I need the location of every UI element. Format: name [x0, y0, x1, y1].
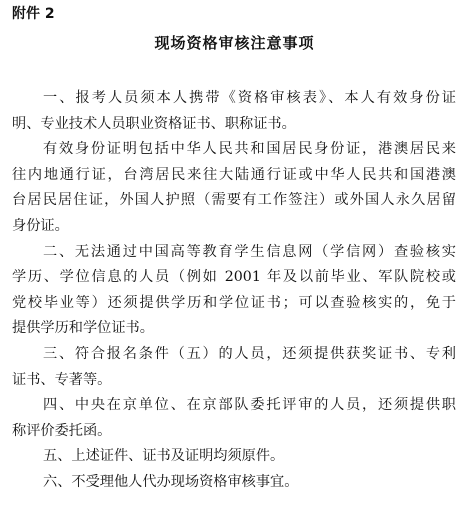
paragraph-line: 有效身份证明包括中华人民共和国居民身份证，港澳居民来: [43, 141, 456, 158]
paragraph-line: 六、不受理他人代办现场资格审核事宜。: [43, 473, 299, 490]
paragraph-line: 证书、专著等。: [12, 371, 112, 388]
paragraph-line: 三、符合报名条件（五）的人员，还须提供获奖证书、专利: [43, 345, 456, 362]
paragraph-6: [12, 444, 456, 470]
paragraph-2: [12, 137, 456, 239]
paragraph-line: 五、上述证件、证书及证明均须原件。: [43, 448, 285, 465]
document-title: 现场资格审核注意事项: [154, 34, 315, 52]
paragraph-3: [12, 240, 456, 342]
paragraph-7: [12, 470, 456, 496]
paragraph-line: 二、无法通过中国高等教育学生信息网（学信网）查验核实: [43, 243, 456, 260]
paragraph-line: 学历、学位信息的人员（例如 2001 年及以前毕业、军队院校或: [12, 269, 456, 286]
attachment-label: 附件 2: [12, 6, 55, 22]
paragraph-5: [12, 393, 456, 444]
paragraph-line: 往内地通行证，台湾居民来往大陆通行证或中华人民共和国港澳: [12, 166, 456, 183]
paragraph-4: [12, 342, 456, 393]
paragraph-line: 身份证。: [12, 217, 69, 234]
paragraph-1: [12, 86, 456, 137]
document-body: [12, 86, 456, 496]
paragraph-line: 台居民居住证，外国人护照（需要有工作签注）或外国人永久居留: [12, 192, 456, 209]
paragraph-line: 一、报考人员须本人携带《资格审核表》、本人有效身份证: [43, 90, 456, 106]
paragraph-line: 提供学历和学位证书。: [12, 320, 154, 337]
paragraph-line: 四、中央在京单位、在京部队委托评审的人员，还须提供职: [43, 397, 456, 414]
paragraph-line: 党校毕业等）还须提供学历和学位证书；可以查验核实的，免于: [12, 294, 456, 311]
paragraph-line: 明、专业技术人员职业资格证书、职称证书。: [12, 115, 296, 132]
paragraph-line: 称评价委托函。: [12, 422, 112, 439]
